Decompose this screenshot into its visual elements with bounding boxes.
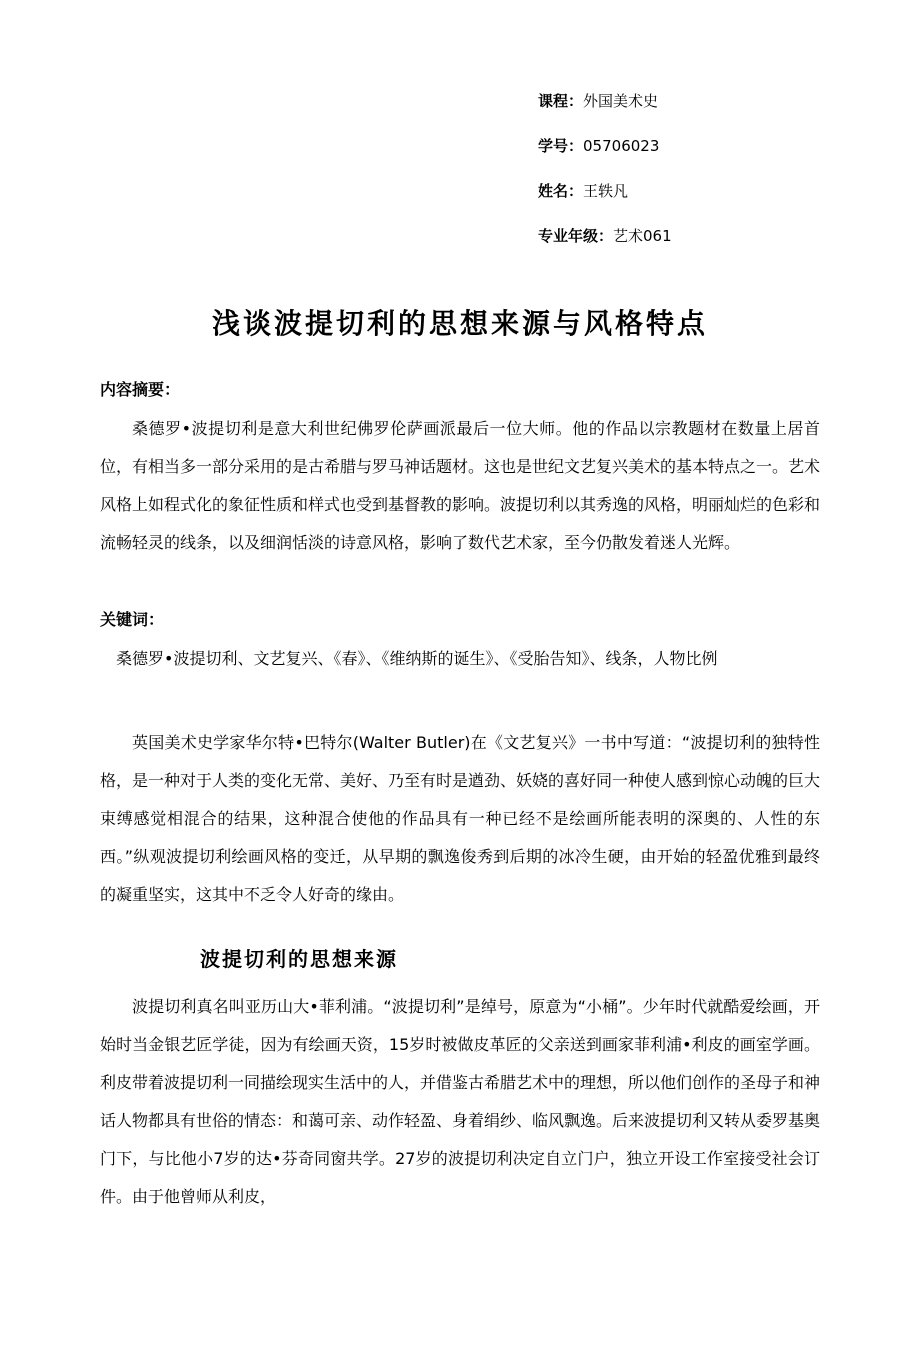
student-id-value: 05706023 xyxy=(583,137,660,155)
major-grade-value: 艺术061 xyxy=(613,227,672,245)
major-grade-label: 专业年级： xyxy=(538,227,614,245)
header-line-student-id xyxy=(538,131,920,162)
abstract-label: 内容摘要： xyxy=(100,380,181,399)
intro-quote-paragraph: 英国美术史学家华尔特•巴特尔(Walter Butler)在《文艺复兴》一书中写道：“波提切利的独特性格，是一种对于人类的变化无常、美好、乃至有时是遒劲、妖娆的喜好同一种使人感到惊心动魄的巨大束缚感觉相混合的结果，这种混合使他的作品具有一种已经不是绘画所能表明的深奥的、人性的东西。”纵观波提切利绘画风格的变迁，从早期的飘逸俊秀到后期的冰冷生硬，由开始的轻盈优雅到最终的凝重坚实，这其中不乏令人好奇的缘由。 xyxy=(100,733,821,904)
abstract-paragraph: 桑德罗•波提切利是意大利世纪佛罗伦萨画派最后一位大师。他的作品以宗教题材在数量上居首位，有相当多一部分采用的是古希腊与罗马神话题材。这也是世纪文艺复兴美术的基本特点之一。艺术风格上如程式化的象征性质和样式也受到基督教的影响。波提切利以其秀逸的风格，明丽灿烂的色彩和流畅轻灵的线条，以及细润恬淡的诗意风格，影响了数代艺术家，至今仍散发着迷人光辉。 xyxy=(100,419,821,552)
section-paragraph: 波提切利真名叫亚历山大•菲利浦。“波提切利”是绰号，原意为“小桶”。少年时代就酷爱绘画，开始时当金银艺匠学徒，因为有绘画天资，15岁时被做皮革匠的父亲送到画家菲利浦•利皮的画室学画。利皮带着波提切利一同描绘现实生活中的人，并借鉴古希腊艺术中的理想，所以他们创作的圣母子和神话人物都具有世俗的情态：和蔼可亲、动作轻盈、身着绢纱、临风飘逸。后来波提切利又转从委罗基奥门下，与比他小7岁的达•芬奇同窗共学。27岁的波提切利决定自立门户，独立开设工作室接受社会订件。由于他曾师从利皮， xyxy=(100,997,821,1206)
student-id-label: 学号： xyxy=(538,137,584,155)
header-line-major-grade xyxy=(538,221,920,252)
keywords-text: 桑德罗•波提切利、文艺复兴、《春》、《维纳斯的诞生》、《受胎告知》、线条，人物比例 xyxy=(116,649,718,668)
course-value: 外国美术史 xyxy=(583,92,659,110)
name-value: 王轶凡 xyxy=(583,182,629,200)
name-label: 姓名： xyxy=(538,182,584,200)
keywords-label: 关键词： xyxy=(100,610,165,629)
header-line-name xyxy=(538,176,920,207)
section-heading: 波提切利的思想来源 xyxy=(200,947,398,971)
header-info xyxy=(538,0,920,252)
course-label: 课程： xyxy=(538,92,584,110)
header-line-course xyxy=(538,86,920,117)
document-title: 浅谈波提切利的思想来源与风格特点 xyxy=(211,307,708,340)
